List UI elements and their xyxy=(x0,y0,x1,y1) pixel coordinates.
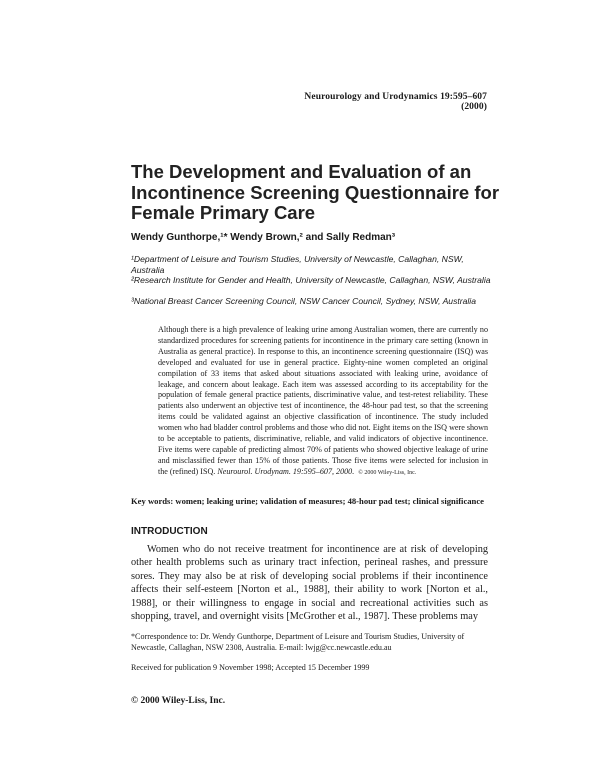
author-list: Wendy Gunthorpe,¹* Wendy Brown,² and Sally Redman³ xyxy=(131,232,396,243)
intro-paragraph: Women who do not receive treatment for incontinence are at risk of developing other health problems such as urinary tract infection, perineal rashes, and pressure sores. They may also be at risk of developing social problems if their incontinence affects their self-esteem [Norton et al., 1988], their ability to work [Norton et al., 1988], or their willingness to engage in social and recreational activities such as shopping, travel, and overnight visits [McGrother et al., 1987]. These problems may xyxy=(131,544,488,623)
section-heading-introduction: INTRODUCTION xyxy=(131,526,208,537)
article-title: The Development and Evaluation of an Incontinence Screening Questionnaire for Female Primary Care xyxy=(131,161,500,223)
journal-header: Neurourology and Urodynamics 19:595–607 (2000) xyxy=(304,92,487,112)
correspondence-footnote: *Correspondence to: Dr. Wendy Gunthorpe, Department of Leisure and Tourism Studies, University of Newcastle, Callaghan, NSW 2308, Australia. E-mail: lwjg@cc.newcastle.edu.au xyxy=(131,632,465,652)
keywords: Key words: women; leaking urine; validation of measures; 48-hour pad test; clinical significance xyxy=(131,496,484,506)
received-dates: Received for publication 9 November 1998; Accepted 15 December 1999 xyxy=(131,663,370,672)
affiliation-2: ²Research Institute for Gender and Health, University of Newcastle, Callaghan, NSW, Australia xyxy=(131,275,491,285)
abstract-citation: Neurourol. Urodynam. 19:595–607, 2000. xyxy=(217,466,355,476)
abstract xyxy=(158,325,488,479)
affiliation-3: ³National Breast Cancer Screening Council, NSW Cancer Council, Sydney, NSW, Australia xyxy=(131,296,476,306)
abstract-copyright: © 2000 Wiley-Liss, Inc. xyxy=(358,469,417,476)
affiliation-1: ¹Department of Leisure and Tourism Studies, University of Newcastle, Callaghan, NSW, Australia xyxy=(131,254,464,275)
footer-copyright: © 2000 Wiley-Liss, Inc. xyxy=(131,696,226,706)
abstract-text: Although there is a high prevalence of leaking urine among Australian women, there are currently no standardized procedures for screening patients for incontinence in the primary care setting (known in Australia as general practice). In response to this, an incontinence screening questionnaire (ISQ) was developed and evaluated for use in general practice. Eighty-nine women completed an original compilation of 33 items that asked about situations associated with leaking urine, avoidance of leakage, and concern about leakage. Each item was assessed according to its acceptability for the population of female general practice patients, discriminative value, and test-retest reliability. These patients also underwent an objective test of incontinence, the 48-hour pad test, so that the screening items could be validated against an objective classification of incontinence. The study included women who had bladder control problems and those who did not. Eight items on the ISQ were shown to be acceptable to patients, discriminative, reliable, and valid indicators of objective incontinence. Five items were capable of predicting almost 70% of patients who showed objective leakage of urine and misclassified fewer than 15% of those patients. Those five items were selected for inclusion in the (refined) ISQ. xyxy=(158,325,488,476)
